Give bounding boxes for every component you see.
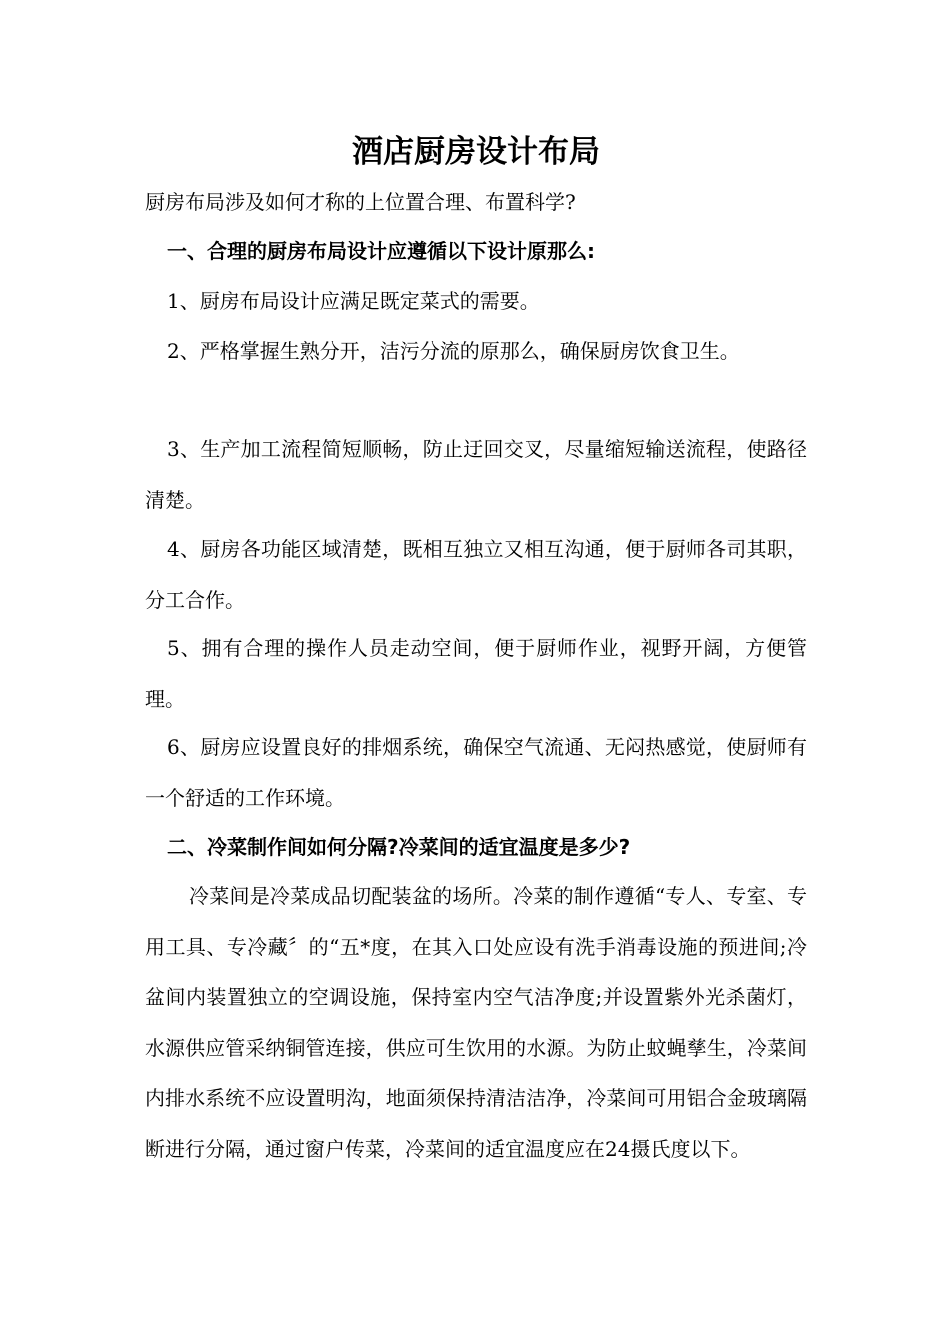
document-title: 酒店厨房设计布局 xyxy=(352,134,600,170)
section1-heading: 一、合理的厨房布局设计应遵循以下设计原那么: xyxy=(167,239,595,263)
section1-item-5: 5、拥有合理的操作人员走动空间，便于厨师作业，视野开阔，方便管理。 xyxy=(145,636,807,711)
section2-body: 冷菜间是冷菜成品切配装盆的场所。冷菜的制作遵循“专人、专室、专用工具、专冷藏〞的“五*度，在其入口处应设有洗手消毒设施的预进间;冷盆间内装置独立的空调设施，保持室内空气洁净度;并设置紫外光杀菌灯，水源供应管采纳铜管连接，供应可生饮用的水源。为防止蚊蝇孳生，冷菜间内排水系统不应设置明沟，地面须保持清洁洁净，冷菜间可用铝合金玻璃隔断进行分隔，通过窗户传菜，冷菜间的适宜温度应在24摄氏度以下。 xyxy=(145,884,807,1161)
section1-item-2: 2、严格掌握生熟分开，洁污分流的原那么，确保厨房饮食卫生。 xyxy=(167,339,740,363)
section1-item-1: 1、厨房布局设计应满足既定菜式的需要。 xyxy=(167,289,540,313)
section1-item-3: 3、生产加工流程简短顺畅，防止迂回交叉，尽量缩短输送流程，使路径清楚。 xyxy=(145,437,807,512)
intro-text: 厨房布局涉及如何才称的上位置合理、布置科学? xyxy=(145,190,576,214)
section2-heading: 二、冷菜制作间如何分隔?冷菜间的适宜温度是多少? xyxy=(167,835,631,859)
section1-item-6: 6、厨房应设置良好的排烟系统，确保空气流通、无闷热感觉，使厨师有一个舒适的工作环境。 xyxy=(145,735,807,810)
section1-item-4: 4、厨房各功能区域清楚，既相互独立又相互沟通，便于厨师各司其职，分工合作。 xyxy=(145,537,807,612)
